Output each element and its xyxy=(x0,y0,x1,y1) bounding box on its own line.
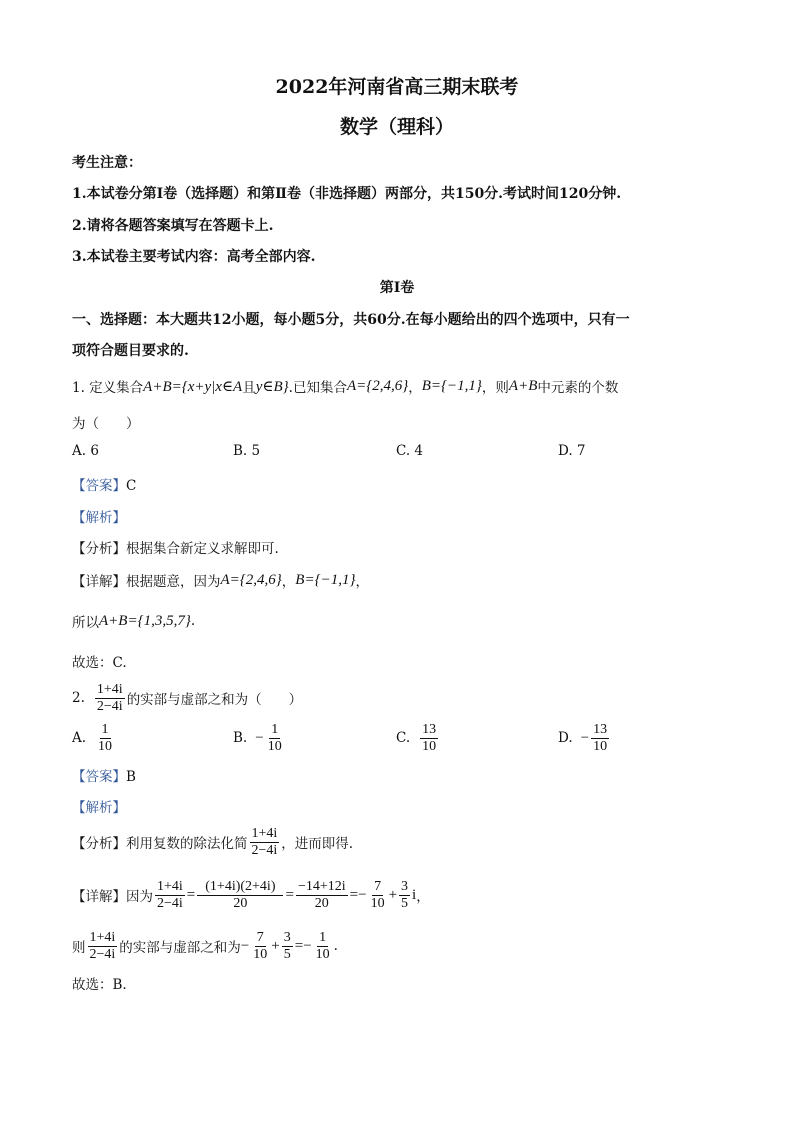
q2-xiangjie xyxy=(72,874,430,916)
q1-and: 且 xyxy=(242,380,256,396)
q2-xj-minus: − xyxy=(358,886,367,903)
q2-then-r3-den: 10 xyxy=(315,946,330,962)
q2-fenxi-den: 2−4i xyxy=(251,842,278,858)
q2-then-r2-den: 5 xyxy=(283,946,291,962)
volume-heading: 第Ⅰ卷 xyxy=(379,280,415,296)
q2-fraction xyxy=(95,682,125,715)
q2-then-r2-num: 3 xyxy=(283,929,291,945)
q2-then-minus-1: − xyxy=(240,937,250,954)
q2-option-c-den: 10 xyxy=(422,738,437,754)
q2-then-r3-num: 1 xyxy=(319,929,327,945)
q2-option-d-label: D. xyxy=(558,730,573,746)
q1-so-pre: 所以 xyxy=(72,615,99,631)
q1-ask-expr: A+B xyxy=(508,377,538,394)
q1-set-b: B={−1,1} xyxy=(421,377,482,394)
q2-option-c xyxy=(396,718,440,758)
section-heading-line2: 项符合题目要求的. xyxy=(72,343,189,359)
q2-fenxi-tag: 【分析】 xyxy=(72,836,126,852)
q2-xiangjie-tag: 【详解】 xyxy=(72,889,126,905)
q2-option-b-den: 10 xyxy=(267,738,282,754)
q2-then-frac-den: 2−4i xyxy=(89,946,116,962)
q1-known: .已知集合 xyxy=(288,380,347,396)
q2-option-b xyxy=(233,718,286,758)
q2-stem xyxy=(72,678,302,718)
q2-answer xyxy=(72,765,136,785)
q2-xj-step4-den: 5 xyxy=(401,895,409,911)
q1-prefix: 1. 定义集合 xyxy=(72,380,144,396)
q2-prefix: 2. xyxy=(72,690,85,706)
q2-fenxi-post: ，进而即得. xyxy=(281,836,354,852)
q1-so-end: . xyxy=(190,613,196,629)
q1-choose: 故选：C. xyxy=(72,655,127,671)
q1-answer-value: C xyxy=(126,478,137,494)
q2-option-d xyxy=(558,718,611,758)
q2-then-r1-num: 7 xyxy=(256,929,264,945)
notice-item-2: 2.请将各题答案填写在答题卡上. xyxy=(72,218,274,234)
q2-xj-eq-2: = xyxy=(285,886,294,903)
notice-heading: 考生注意： xyxy=(72,155,142,171)
q1-option-b: B. 5 xyxy=(233,443,261,459)
q2-option-a-den: 10 xyxy=(98,738,113,754)
q2-xj-step2-den: 20 xyxy=(314,895,329,911)
q2-fenxi xyxy=(72,822,353,862)
q2-xj-step3-den: 10 xyxy=(370,895,385,911)
q2-fenxi-num: 1+4i xyxy=(251,825,278,841)
q2-xj-step2-num: −14+12i xyxy=(297,878,346,894)
q2-xj-tail: ， xyxy=(416,889,430,905)
exam-title: 2022年河南省高三期末联考 xyxy=(275,76,519,98)
q2-option-b-label: B. xyxy=(233,730,248,746)
q2-option-a xyxy=(72,718,116,758)
q2-answer-value: B xyxy=(126,769,136,785)
q1-xiangjie-tag: 【详解】 xyxy=(72,574,126,590)
q2-xj-step3-num: 7 xyxy=(374,878,382,894)
q2-option-c-label: C. xyxy=(396,730,411,746)
q2-xj-step4-num: 3 xyxy=(401,878,409,894)
q1-set-a: A={2,4,6} xyxy=(346,377,409,394)
q2-xj-frac-num: 1+4i xyxy=(157,878,183,894)
q1-fenxi-text: 根据集合新定义求解即可. xyxy=(126,541,279,557)
q2-fraction-num: 1+4i xyxy=(96,681,123,697)
q1-answer xyxy=(72,474,136,494)
q2-xiangjie-pre: 因为 xyxy=(126,889,153,905)
q2-xj-step1-num: (1+4i)(2+4i) xyxy=(197,879,283,896)
q1-xiangjie-set-a: A={2,4,6} xyxy=(220,571,282,588)
q1-so-expr: A+B={1,3,5,7} xyxy=(99,612,191,629)
q2-option-d-den: 10 xyxy=(593,738,608,754)
q1-analysis-tag: 【解析】 xyxy=(72,510,126,526)
notice-item-1: 1.本试卷分第Ⅰ卷（选择题）和第Ⅱ卷（非选择题）两部分，共150分.考试时间120分钟. xyxy=(72,186,622,202)
q2-then-plus: + xyxy=(271,937,280,954)
q2-option-c-num: 13 xyxy=(422,721,437,737)
q2-xj-eq-3: = xyxy=(349,886,359,903)
q2-stem-text: 的实部与虚部之和为（ ） xyxy=(126,692,303,708)
q2-then-end: . xyxy=(333,938,338,954)
q1-stem-line2: 为（ ） xyxy=(72,416,140,432)
q2-option-b-sign: − xyxy=(255,729,264,746)
q2-then-r1-den: 10 xyxy=(253,946,268,962)
q2-option-d-num: 13 xyxy=(593,721,608,737)
q1-fenxi-tag: 【分析】 xyxy=(72,541,126,557)
q1-definition-2: y∈B} xyxy=(255,378,289,395)
q2-choose: 故选：B. xyxy=(72,977,127,993)
q1-xiangjie xyxy=(72,568,369,592)
q1-conclusion xyxy=(72,609,195,633)
q2-xj-i: i xyxy=(412,886,417,903)
q2-xj-step1-den: 20 xyxy=(233,895,248,911)
q2-xj-frac-den: 2−4i xyxy=(157,895,183,911)
section-heading-line1: 一、选择题：本大题共12小题，每小题5分，共60分.在每小题给出的四个选项中，只有一 xyxy=(72,312,630,328)
q1-fenxi xyxy=(72,537,279,557)
q2-option-a-label: A. xyxy=(72,730,87,746)
q1-xiangjie-pre: 根据题意，因为 xyxy=(126,574,221,590)
q2-then-frac-num: 1+4i xyxy=(89,929,116,945)
q1-stem-line1 xyxy=(72,374,618,398)
q2-xj-eq-1: = xyxy=(186,886,196,903)
q2-analysis-tag: 【解析】 xyxy=(72,800,126,816)
q2-option-a-num: 1 xyxy=(101,721,109,737)
q1-xiangjie-end: ， xyxy=(355,574,369,590)
exam-subtitle: 数学（理科） xyxy=(339,116,454,138)
q2-then-mid: 的实部与虚部之和为 xyxy=(119,940,241,956)
q1-xiangjie-set-b: B={−1,1} xyxy=(295,571,356,588)
q2-then-minus-2: − xyxy=(303,937,312,954)
notice-item-3: 3.本试卷主要考试内容：高考全部内容. xyxy=(72,249,316,265)
q1-option-a: A. 6 xyxy=(72,443,99,459)
q1-ask-post: 中元素的个数 xyxy=(537,380,619,396)
q2-then xyxy=(72,925,338,967)
q2-answer-tag: 【答案】 xyxy=(72,769,126,785)
q1-definition: A+B={x+y|x∈A xyxy=(143,378,243,395)
q2-then-eq: = xyxy=(294,937,304,954)
q1-answer-tag: 【答案】 xyxy=(72,478,126,494)
q2-option-d-sign: − xyxy=(580,729,590,746)
q1-xiangjie-comma: ， xyxy=(281,574,296,590)
q2-option-b-num: 1 xyxy=(271,721,279,737)
q1-option-d: D. 7 xyxy=(558,443,586,459)
q2-fraction-den: 2−4i xyxy=(96,698,123,714)
q2-then-pre: 则 xyxy=(72,940,86,956)
q1-option-c: C. 4 xyxy=(396,443,424,459)
q1-ask-pre: ，则 xyxy=(481,380,509,396)
q1-comma: ， xyxy=(408,380,422,396)
q2-xj-plus: + xyxy=(388,886,398,903)
q2-fenxi-pre: 利用复数的除法化简 xyxy=(126,836,248,852)
